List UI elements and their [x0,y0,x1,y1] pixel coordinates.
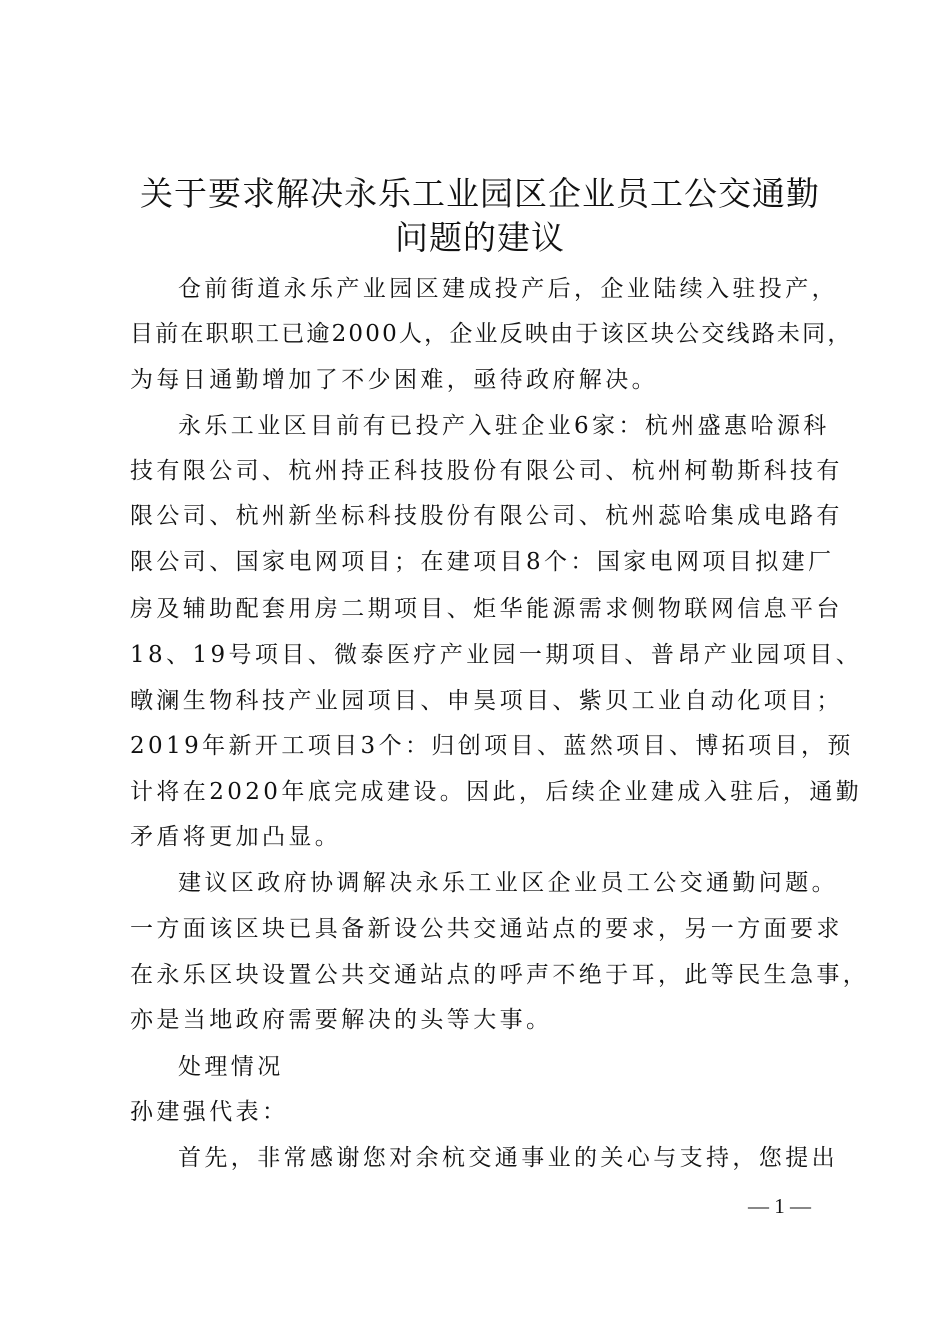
document-title-line-2: 问题的建议 [395,218,565,257]
paragraph-3-line-1: 建议区政府协调解决永乐工业区企业员工公交通勤问题。 [178,870,838,896]
document-title-line-1: 关于要求解决永乐工业园区企业员工公交通勤 [140,174,820,213]
paragraph-2-line-5: 房及辅助配套用房二期项目、炬华能源需求侧物联网信息平台 [130,596,843,622]
page-number: — 1 — [748,1194,811,1218]
paragraph-3-line-2: 一方面该区块已具备新设公共交通站点的要求，另一方面要求 [130,916,843,942]
paragraph-2-line-1: 永乐工业区目前有已投产入驻企业6家：杭州盛惠哈源科 [178,413,830,439]
paragraph-2-line-8: 2019年新开工项目3个：归创项目、蓝然项目、博拓项目，预 [130,733,854,759]
paragraph-2-line-3: 限公司、杭州新坐标科技股份有限公司、杭州蕊哈集成电路有 [130,503,843,529]
paragraph-1-line-2: 目前在职职工已逾2000人，企业反映由于该区块公交线路未同， [130,321,853,347]
paragraph-1-line-3: 为每日通勤增加了不少困难，亟待政府解决。 [130,367,658,393]
paragraph-2-line-9: 计将在2020年底完成建设。因此，后续企业建成入驻后，通勤 [130,779,863,805]
paragraph-2-line-2: 技有限公司、杭州持正科技股份有限公司、杭州柯勒斯科技有 [130,458,843,484]
paragraph-3-line-3: 在永乐区块设置公共交通站点的呼声不绝于耳，此等民生急事， [130,962,870,988]
reply-line-1: 首先，非常感谢您对余杭交通事业的关心与支持，您提出 [178,1145,838,1171]
paragraph-2-line-6: 18、19号项目、微泰医疗产业园一期项目、普昂产业园项目、 [130,642,863,668]
paragraph-3-line-4: 亦是当地政府需要解决的头等大事。 [130,1007,553,1033]
paragraph-2-line-4: 限公司、国家电网项目；在建项目8个：国家电网项目拟建厂 [130,549,835,575]
paragraph-1-line-1: 仓前街道永乐产业园区建成投产后，企业陆续入驻投产， [178,276,838,302]
section-heading-handling: 处理情况 [178,1054,284,1080]
paragraph-2-line-7: 暾澜生物科技产业园项目、申昊项目、紫贝工业自动化项目； [130,688,843,714]
paragraph-2-line-10: 矛盾将更加凸显。 [130,824,342,850]
salutation: 孙建强代表： [130,1099,289,1125]
